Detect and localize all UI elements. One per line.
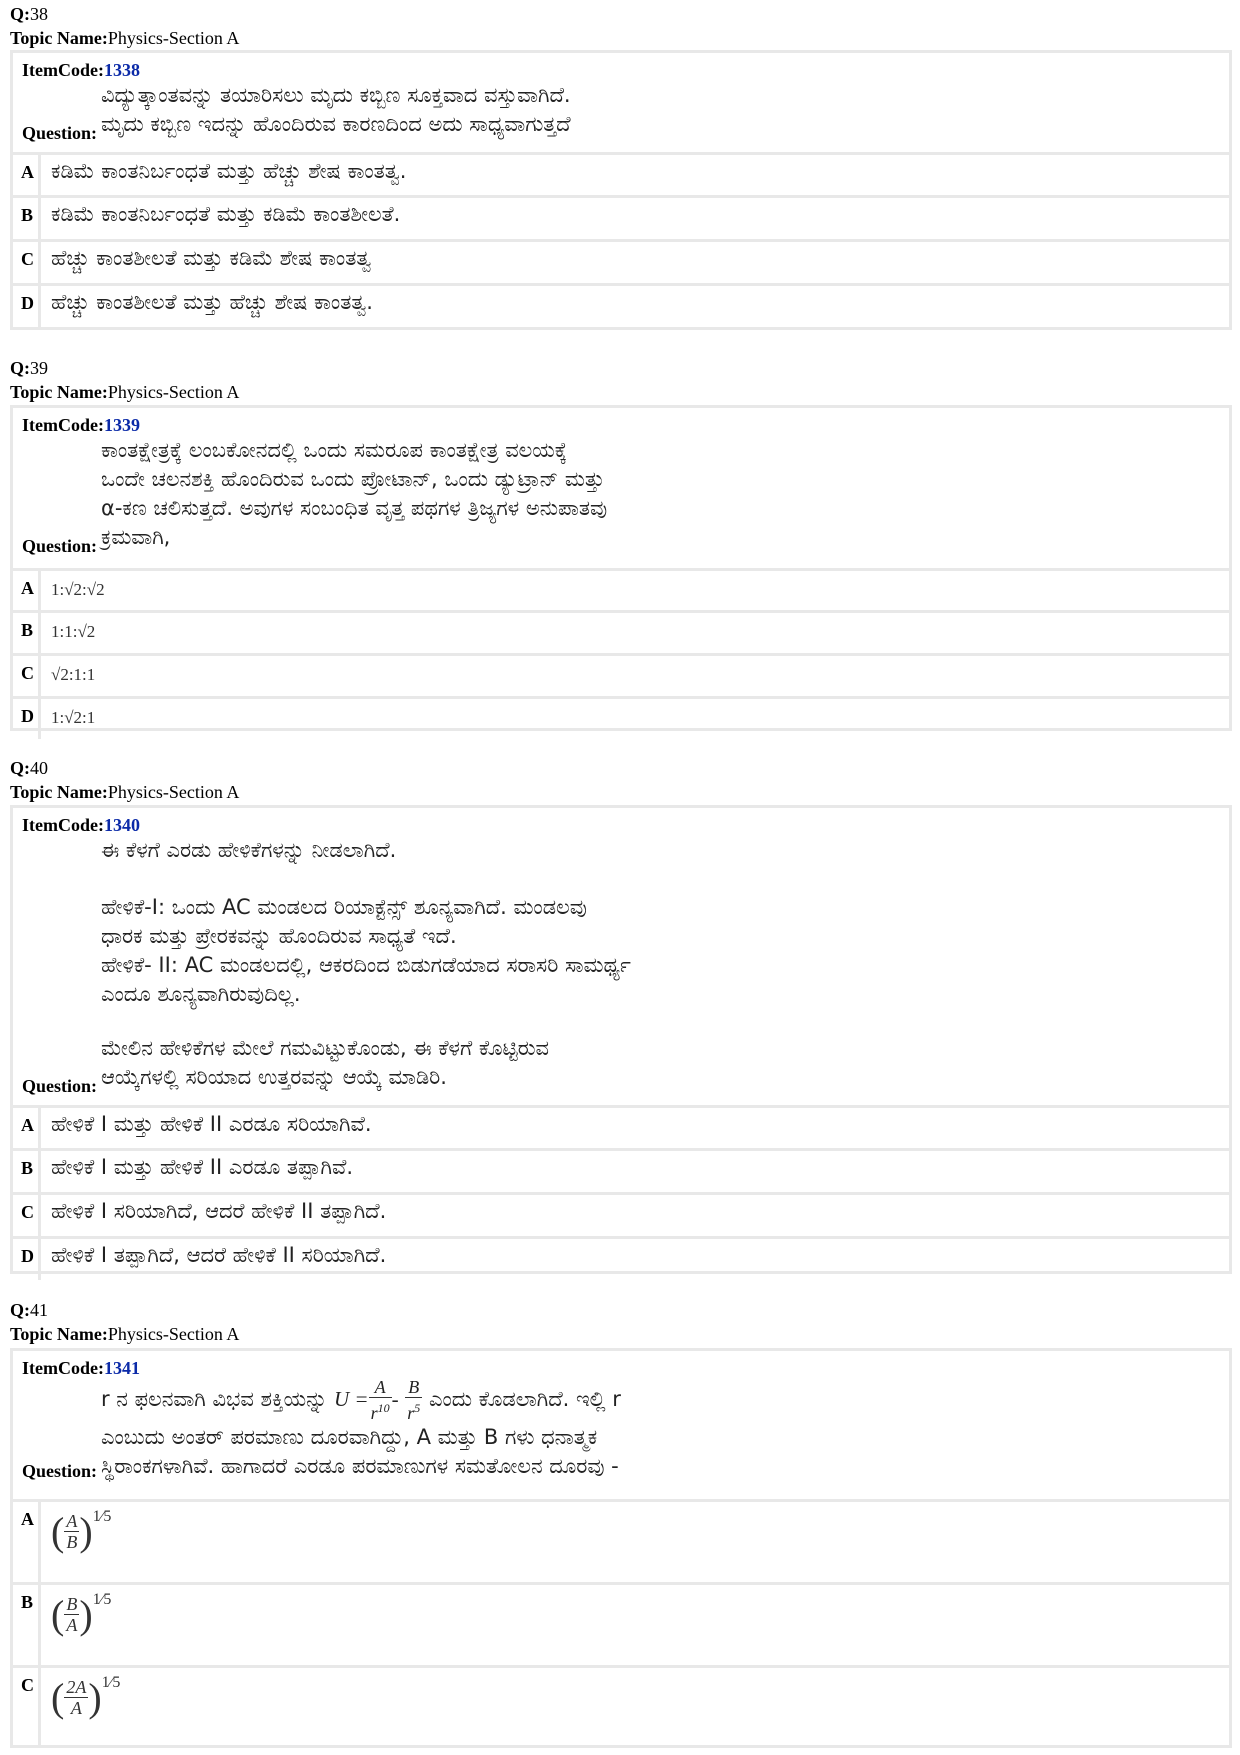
question-label: Question:: [22, 536, 98, 556]
option-b[interactable]: B 1:1:√2: [13, 613, 1229, 656]
item-code: ItemCode:1338: [22, 60, 140, 80]
option-text: ಹೇಳಿಕೆ I ಮತ್ತು ಹೇಳಿಕೆ II ಎರಡೂ ಸರಿಯಾಗಿವೆ.: [51, 1112, 372, 1136]
option-formula: ( $\frac{2A}{A}$ )1⁄5: [51, 1674, 121, 1720]
topic-name: Physics-Section A: [107, 28, 240, 48]
question-instruction: ಮೇಲಿನ ಹೇಳಿಕೆಗಳ ಮೇಲೆ ಗಮವಿಟ್ಟುಕೊಂಡು, ಈ ಕೆಳಗೆ ಕೊಟ್ಟಿರುವ ಆಯ್ಕೆಗಳಲ್ಲಿ ಸರಿಯಾದ ಉತ್ತರವನ್ನು ಆಯ್ಕೆ ಮಾಡಿರಿ.: [101, 1036, 550, 1089]
question-number: 41: [30, 1300, 48, 1320]
option-formula: ( $\frac{B}{A}$ )1⁄5: [51, 1591, 112, 1637]
item-code: ItemCode:1341: [22, 1358, 140, 1378]
topic-prefix: Topic Name:: [10, 28, 108, 48]
question-card: [10, 50, 1232, 330]
question-text: ವಿದ್ಯುತ್ಕಾಂತವನ್ನು ತಯಾರಿಸಲು ಮೃದು ಕಬ್ಬಿಣ ಸೂಕ್ತವಾದ ವಸ್ತುವಾಗಿದೆ. ಮೃದು ಕಬ್ಬಿಣ ಇದನ್ನು ಹೊಂದಿರುವ ಕಾರಣದಿಂದ ಅದು ಸಾಧ್ಯವಾಗುತ್ತದೆ: [101, 83, 571, 136]
option-a[interactable]: A ಹೇಳಿಕೆ I ಮತ್ತು ಹೇಳಿಕೆ II ಎರಡೂ ಸರಿಯಾಗಿವೆ.: [13, 1108, 1229, 1151]
option-b[interactable]: B ಕಡಿಮೆ ಕಾಂತನಿರ್ಬಂಧತೆ ಮತ್ತು ಕಡಿಮೆ ಕಾಂತಶೀಲತೆ.: [13, 198, 1229, 242]
option-c[interactable]: C ಹೆಚ್ಚು ಕಾಂತಶೀಲತೆ ಮತ್ತು ಕಡಿಮೆ ಶೇಷ ಕಾಂತತ್ವ: [13, 242, 1229, 286]
question-number: 39: [30, 358, 48, 378]
option-c[interactable]: C √2:1:1: [13, 656, 1229, 699]
option-b[interactable]: B ಹೇಳಿಕೆ I ಮತ್ತು ಹೇಳಿಕೆ II ಎರಡೂ ತಪ್ಪಾಗಿವೆ.: [13, 1151, 1229, 1195]
option-d[interactable]: D ಹೇಳಿಕೆ I ತಪ್ಪಾಗಿದೆ, ಆದರೆ ಹೇಳಿಕೆ II ಸರಿಯಾಗಿದೆ.: [13, 1239, 1229, 1280]
option-text: 1:√2:1: [51, 708, 96, 727]
question-text: ಎಂಬುದು ಅಂತರ್ ಪರಮಾಣು ದೂರವಾಗಿದ್ದು, A ಮತ್ತು B ಗಳು ಧನಾತ್ಮಕ ಸ್ಥಿರಾಂಕಗಳಾಗಿವೆ. ಹಾಗಾದರೆ ಎರಡೂ ಪರಮಾಣುಗಳ ಸಮತೋಲನ ದೂರವು -: [101, 1425, 619, 1478]
option-text: 1:√2:√2: [51, 580, 105, 599]
question-label: Question:: [22, 1076, 98, 1096]
question-card: [10, 805, 1232, 1274]
option-c[interactable]: C ( $\frac{2A}{A}$ )1⁄5: [13, 1668, 1229, 1748]
option-a[interactable]: A ( $\frac{A}{B}$ )1⁄5: [13, 1502, 1229, 1585]
option-d[interactable]: D 1:√2:1: [13, 699, 1229, 739]
option-text: ಕಡಿಮೆ ಕಾಂತನಿರ್ಬಂಧತೆ ಮತ್ತು ಹೆಚ್ಚು ಶೇಷ ಕಾಂತತ್ವ.: [51, 159, 407, 183]
option-text: √2:1:1: [51, 665, 96, 684]
item-code: ItemCode:1339: [22, 415, 140, 435]
question-text-intro: ಈ ಕೆಳಗೆ ಎರಡು ಹೇಳಿಕೆಗಳನ್ನು ನೀಡಲಾಗಿದೆ.: [101, 838, 397, 862]
option-text: ಹೇಳಿಕೆ I ಸರಿಯಾಗಿದೆ, ಆದರೆ ಹೇಳಿಕೆ II ತಪ್ಪಾಗಿದೆ.: [51, 1199, 387, 1223]
formula-lhs: U =: [333, 1387, 369, 1411]
question-text-line1: r ನ ಫಲನವಾಗಿ ವಿಭವ ಶಕ್ತಿಯನ್ನು U = $\frac{A}{r^{10}}$ - $\frac{B}{r^5}$ ಎಂದು ಕೊಡಲಾಗಿದೆ. ಇಲ್ಲಿ r: [101, 1377, 621, 1423]
option-formula: ( $\frac{A}{B}$ )1⁄5: [51, 1508, 112, 1554]
question-header: Q:39 Topic Name:Physics-Section A: [10, 358, 240, 402]
option-text: ಹೆಚ್ಚು ಕಾಂತಶೀಲತೆ ಮತ್ತು ಕಡಿಮೆ ಶೇಷ ಕಾಂತತ್ವ: [51, 246, 372, 270]
question-label: Question:: [22, 123, 98, 143]
option-d[interactable]: D ಹೆಚ್ಚು ಕಾಂತಶೀಲತೆ ಮತ್ತು ಹೆಚ್ಚು ಶೇಷ ಕಾಂತತ್ವ.: [13, 286, 1229, 327]
formula-fraction: $\frac{B}{r^5}$: [407, 1377, 421, 1423]
q-prefix: Q:: [10, 4, 30, 24]
question-card: [10, 1348, 1232, 1748]
topic-name: Physics-Section A: [107, 1324, 240, 1344]
question-number: 40: [30, 758, 48, 778]
option-text: ಕಡಿಮೆ ಕಾಂತನಿರ್ಬಂಧತೆ ಮತ್ತು ಕಡಿಮೆ ಕಾಂತಶೀಲತೆ.: [51, 202, 401, 226]
option-text: ಹೆಚ್ಚು ಕಾಂತಶೀಲತೆ ಮತ್ತು ಹೆಚ್ಚು ಶೇಷ ಕಾಂತತ್ವ.: [51, 290, 373, 314]
item-code: ItemCode:1340: [22, 815, 140, 835]
question-number: 38: [30, 4, 48, 24]
question-label: Question:: [22, 1461, 98, 1481]
question-cell: [13, 808, 1229, 1108]
topic-name: Physics-Section A: [107, 782, 240, 802]
denominator: $r^{10}$: [370, 1401, 390, 1423]
option-b[interactable]: B ( $\frac{B}{A}$ )1⁄5: [13, 1585, 1229, 1668]
option-c[interactable]: C ಹೇಳಿಕೆ I ಸರಿಯಾಗಿದೆ, ಆದರೆ ಹೇಳಿಕೆ II ತಪ್ಪಾಗಿದೆ.: [13, 1195, 1229, 1239]
option-a[interactable]: A 1:√2:√2: [13, 571, 1229, 613]
question-cell: [13, 53, 1229, 155]
question-header: [10, 2, 239, 50]
question-header: Q:40 Topic Name:Physics-Section A: [10, 758, 240, 802]
question-cell: [13, 408, 1229, 571]
topic-name: Physics-Section A: [107, 382, 240, 402]
question-text: ಕಾಂತಕ್ಷೇತ್ರಕ್ಕೆ ಲಂಬಕೋನದಲ್ಲಿ ಒಂದು ಸಮರೂಪ ಕಾಂತಕ್ಷೇತ್ರ ವಲಯಕ್ಕೆ ಒಂದೇ ಚಲನಶಕ್ತಿ ಹೊಂದಿರುವ ಒಂದು ಪ್ರೋಟಾನ್, ಒಂದು ಡ್ಯುಟ್ರಾನ್ ಮತ್ತು α-ಕಣ ಚಲಿಸುತ್ತದೆ. ಅವುಗಳ ಸಂಬಂಧಿತ ವೃತ್ತ ಪಥಗಳ ತ್ರಿಜ್ಯಗಳ ಅನುಪಾತವು ಕ್ರಮವಾಗಿ,: [101, 438, 608, 549]
formula-fraction: $\frac{A}{r^{10}}$: [370, 1377, 390, 1423]
question-card: [10, 405, 1232, 731]
option-text: ಹೇಳಿಕೆ I ಮತ್ತು ಹೇಳಿಕೆ II ಎರಡೂ ತಪ್ಪಾಗಿವೆ.: [51, 1155, 354, 1179]
option-text: ಹೇಳಿಕೆ I ತಪ್ಪಾಗಿದೆ, ಆದರೆ ಹೇಳಿಕೆ II ಸರಿಯಾಗಿದೆ.: [51, 1243, 387, 1267]
question-statements: ಹೇಳಿಕೆ-I: ಒಂದು AC ಮಂಡಲದ ರಿಯಾಕ್ಟೆನ್ಸ್ ಶೂನ್ಯವಾಗಿದೆ. ಮಂಡಲವು ಧಾರಕ ಮತ್ತು ಪ್ರೇರಕವನ್ನು ಹೊಂದಿರುವ ಸಾಧ್ಯತೆ ಇದೆ. ಹೇಳಿಕೆ- II: AC ಮಂಡಲದಲ್ಲಿ, ಆಕರದಿಂದ ಬಿಡುಗಡೆಯಾದ ಸರಾಸರಿ ಸಾಮರ್ಥ್ಯ ಎಂದೂ ಶೂನ್ಯವಾಗಿರುವುದಿಲ್ಲ.: [101, 895, 631, 1006]
option-text: 1:1:√2: [51, 622, 96, 641]
option-a[interactable]: A ಕಡಿಮೆ ಕಾಂತನಿರ್ಬಂಧತೆ ಮತ್ತು ಹೆಚ್ಚು ಶೇಷ ಕಾಂತತ್ವ.: [13, 155, 1229, 198]
question-cell: [13, 1351, 1229, 1502]
question-header: Q:41 Topic Name:Physics-Section A: [10, 1300, 240, 1344]
